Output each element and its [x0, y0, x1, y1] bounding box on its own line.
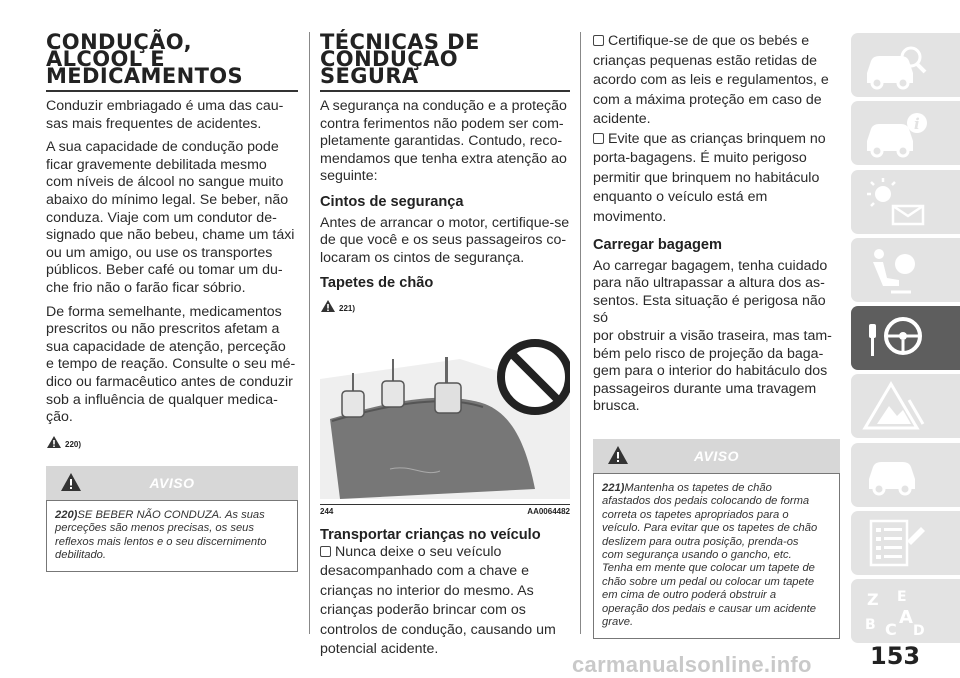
- bullet-square-icon: [593, 35, 604, 46]
- bullet-square-icon: [593, 133, 604, 144]
- road-warning-icon: [861, 380, 931, 432]
- watermark: carmanualsonline.info: [572, 652, 812, 677]
- car-service-icon: [861, 449, 931, 501]
- column-divider: [580, 32, 581, 634]
- figure-code: AA0064482: [527, 506, 570, 516]
- paragraph: Ao carregar bagagem, tenha cuidado para não ultrapassar a altura dos as- sentos. Esta situação é perigosa não só por obstruir a visão traseira, mas tam- bém pelo risco de projeção da baga- gem para o interior do habitáculo dos passageiros durante uma travagem brusca.: [593, 257, 832, 415]
- aviso-body: Mantenha os tapetes de chão afastados dos pedais colocando de forma correta os tapetes apropriados para o veículo. Para evitar que os tapetes de chão deslizem para outra posição, prenda-os com segurança usando o gancho, etc. Tenha em mente que colocar um tapete de chão sobre um pedal ou colocar um tapete em cima de outro poderá obstruir a operação dos pedais e causar um acidente grave.: [602, 481, 818, 628]
- chapter-tabs: [851, 33, 960, 648]
- floor-mat-figure: [320, 319, 570, 516]
- svg-text:Z: Z: [867, 590, 879, 610]
- paragraph: A sua capacidade de condução pode ficar gravemente debilitada mesmo com níveis de álcool no sangue muito abaixo do mínimo legal. Se beber, não conduza. Viaje com um condutor de- signado que não bebeu, chame um táxi ou um amigo, ou use os transportes públicos. Beber café ou tomar um du- che frio não o farão ficar sóbrio.: [46, 139, 295, 296]
- aviso-text: [46, 500, 298, 573]
- aviso-header: [593, 439, 840, 473]
- column-2: [320, 0, 570, 660]
- aviso-text: [593, 473, 840, 639]
- warning-reference[interactable]: [320, 297, 570, 313]
- svg-text:D: D: [913, 623, 925, 638]
- tab-checklist[interactable]: [851, 511, 960, 575]
- tab-road-warning[interactable]: [851, 374, 960, 438]
- alphabet-index-icon: [861, 585, 931, 637]
- bullet-item: [593, 32, 840, 130]
- aviso-body: SE BEBER NÃO CONDUZA. As suas perceções são menos precisas, os seus reflexos mais lentos e o seu discernimento debilitado.: [55, 508, 267, 561]
- airbag-icon: [861, 244, 931, 296]
- section-title-alcohol: CONDUÇÃO, ÁLCOOL E MEDICAMENTOS: [46, 34, 298, 92]
- warning-lights-icon: [861, 176, 931, 228]
- aviso-title: AVISO: [693, 447, 740, 464]
- pedal-floor-mat-illustration: [320, 319, 570, 499]
- svg-text:C: C: [885, 620, 897, 638]
- tab-key-steering[interactable]: [851, 306, 960, 370]
- bullet-text: Nunca deixe o seu veículo desacompanhado com a chave e crianças no interior do mesmo. As crianças poderão brincar com os controlos de condução, causando um potencial acidente.: [320, 543, 556, 658]
- warning-ref-number: 220): [65, 439, 82, 449]
- aviso-panel: [593, 439, 840, 639]
- svg-text:A: A: [899, 607, 913, 629]
- aviso-title: AVISO: [149, 474, 195, 491]
- figure-number: 244: [320, 506, 334, 516]
- bullet-item: [593, 130, 840, 228]
- warning-triangle-icon: [320, 299, 336, 313]
- car-search-icon: [861, 39, 931, 91]
- bullet-item: [320, 543, 570, 660]
- warning-triangle-icon: [46, 435, 62, 449]
- heading-luggage: Carregar bagagem: [593, 237, 722, 253]
- tab-warning-lights[interactable]: [851, 170, 960, 234]
- tab-car-service[interactable]: [851, 443, 960, 507]
- page-number: 153: [870, 642, 921, 670]
- aviso-header: [46, 466, 298, 500]
- heading-floor-mats: Tapetes de chão: [320, 275, 434, 292]
- figure-caption: [320, 504, 570, 516]
- heading-children: Transportar crianças no veículo: [320, 526, 541, 543]
- column-divider: [309, 32, 310, 634]
- aviso-ref: 220): [55, 508, 78, 521]
- svg-text:i: i: [914, 115, 920, 134]
- warning-reference[interactable]: [46, 433, 298, 449]
- tab-airbag[interactable]: [851, 238, 960, 302]
- heading-seatbelts: Cintos de segurança: [320, 193, 464, 210]
- warning-ref-number: 221): [339, 303, 356, 313]
- column-1: [46, 0, 298, 572]
- svg-text:E: E: [897, 589, 907, 606]
- svg-text:B: B: [865, 617, 876, 634]
- paragraph: A segurança na condução e a proteção contra ferimentos não podem ser com- pletamente garantidas. Contudo, reco- mendamos que tenha extra atenção ao seguinte:: [320, 98, 567, 185]
- paragraph: De forma semelhante, medicamentos prescritos ou não prescritos afetam a sua capacidade de atenção, perceção e tempo de reação. Consulte o seu mé- dico ou farmacêutico antes de conduzir sob a influência de qualquer medica- ção.: [46, 303, 296, 426]
- paragraph: Conduzir embriagado é uma das cau- sas mais frequentes de acidentes.: [46, 98, 284, 132]
- aviso-panel: [46, 466, 298, 573]
- tab-car-info[interactable]: [851, 101, 960, 165]
- checklist-icon: [861, 517, 931, 569]
- bullet-square-icon: [320, 546, 331, 557]
- tab-alphabetical-index[interactable]: [851, 579, 960, 643]
- tab-car-search[interactable]: [851, 33, 960, 97]
- bullet-text: Evite que as crianças brinquem no porta-bagagens. É muito perigoso permitir que brinquem no habitáculo enquanto o veículo está em movimento.: [593, 130, 826, 225]
- car-info-icon: [861, 107, 931, 159]
- key-steering-icon: [861, 312, 931, 364]
- paragraph: Antes de arrancar o motor, certifique-se de que você e os seus passageiros co- locaram os cintos de segurança.: [320, 214, 570, 266]
- column-3: [593, 0, 840, 639]
- bullet-text: Certifique-se de que os bebés e crianças pequenas estão retidas de acordo com as leis e regulamentos, e com a máxima proteção em caso de acidente.: [593, 33, 829, 127]
- aviso-ref: 221): [602, 481, 625, 494]
- section-title-safe-driving: TÉCNICAS DE CONDUÇÃO SEGURA: [320, 34, 570, 92]
